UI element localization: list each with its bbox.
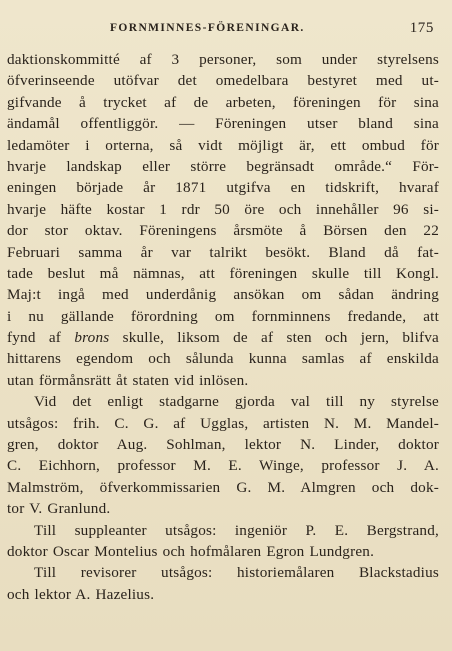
text-line [7,327,439,348]
text-line: tade beslut må nämnas, att föreningen skulle till Kongl. [7,264,439,282]
text-line: hvarje landskap eller större begränsadt område.“ För- [7,157,439,175]
text-line: Februari samma år var talrikt besökt. Bland då fat- [7,243,439,261]
text-line: Maj:t ingå med underdånig ansökan om sådan ändring [7,286,439,304]
text-line: doktor Oscar Montelius och hofmålaren Egron Lundgren. [7,542,375,560]
text-line: utsågos: frih. C. G. af Ugglas, artisten N. M. Mandel- [7,414,439,432]
text-line: och lektor A. Hazelius. [7,585,155,603]
text-line: Till suppleanter utsågos: ingeniör P. E. Bergstrand, [34,521,439,539]
paragraph [7,391,439,519]
text-segment: fynd af [7,329,75,347]
text-line: tor V. Granlund. [7,500,111,518]
text-line: daktionskommitté af 3 personer, som under styrelsens [7,51,439,68]
text-line: ledamöter i orterna, så vidt möjligt är, ett ombud för [7,136,439,154]
italic-word: brons [74,329,110,347]
text-line: Vid det enligt stadgarne gjorda val till ny styrelse [34,393,439,411]
text-line: hvarje häfte kostar 1 rdr 50 öre och innehåller 96 si- [7,200,439,218]
text-segment: skulle, liksom de af sten och jern, blifva [109,329,439,347]
paragraph [7,49,439,391]
text-line: öfverinseende utöfvar det omedelbara bestyret med ut- [7,72,439,90]
running-head: FORNMINNES-FÖRENINGAR. [110,22,305,34]
text-line: ändamål offentliggör. — Föreningen utser bland sina [7,115,439,133]
body-text [7,49,439,605]
paragraph [7,520,439,563]
paragraph [7,562,439,605]
text-line: gren, doktor Aug. Sohlman, lektor N. Linder, doktor [7,436,439,454]
text-line: C. Eichhorn, professor M. E. Winge, professor J. A. [7,457,439,475]
text-line: gifvande å trycket af de arbeten, föreningen för sina [7,93,439,111]
page-number: 175 [409,20,434,36]
text-line: Malmström, öfverkommissarien G. M. Almgren och dok- [7,478,439,496]
text-line: hittarens egendom och sålunda kunna samlas af enskilda [7,350,439,368]
text-line: utan förmånsrätt åt staten vid inlösen. [7,371,249,389]
text-line: eningen började år 1871 utgifva en tidskrift, hvaraf [7,179,439,197]
text-line: dor stor oktav. Föreningens årsmöte å Börsen den 22 [7,222,439,240]
text-line: i nu gällande förordning om fornminnens fredande, att [7,307,439,325]
text-line: Till revisorer utsågos: historiemålaren Blackstadius [34,564,439,582]
